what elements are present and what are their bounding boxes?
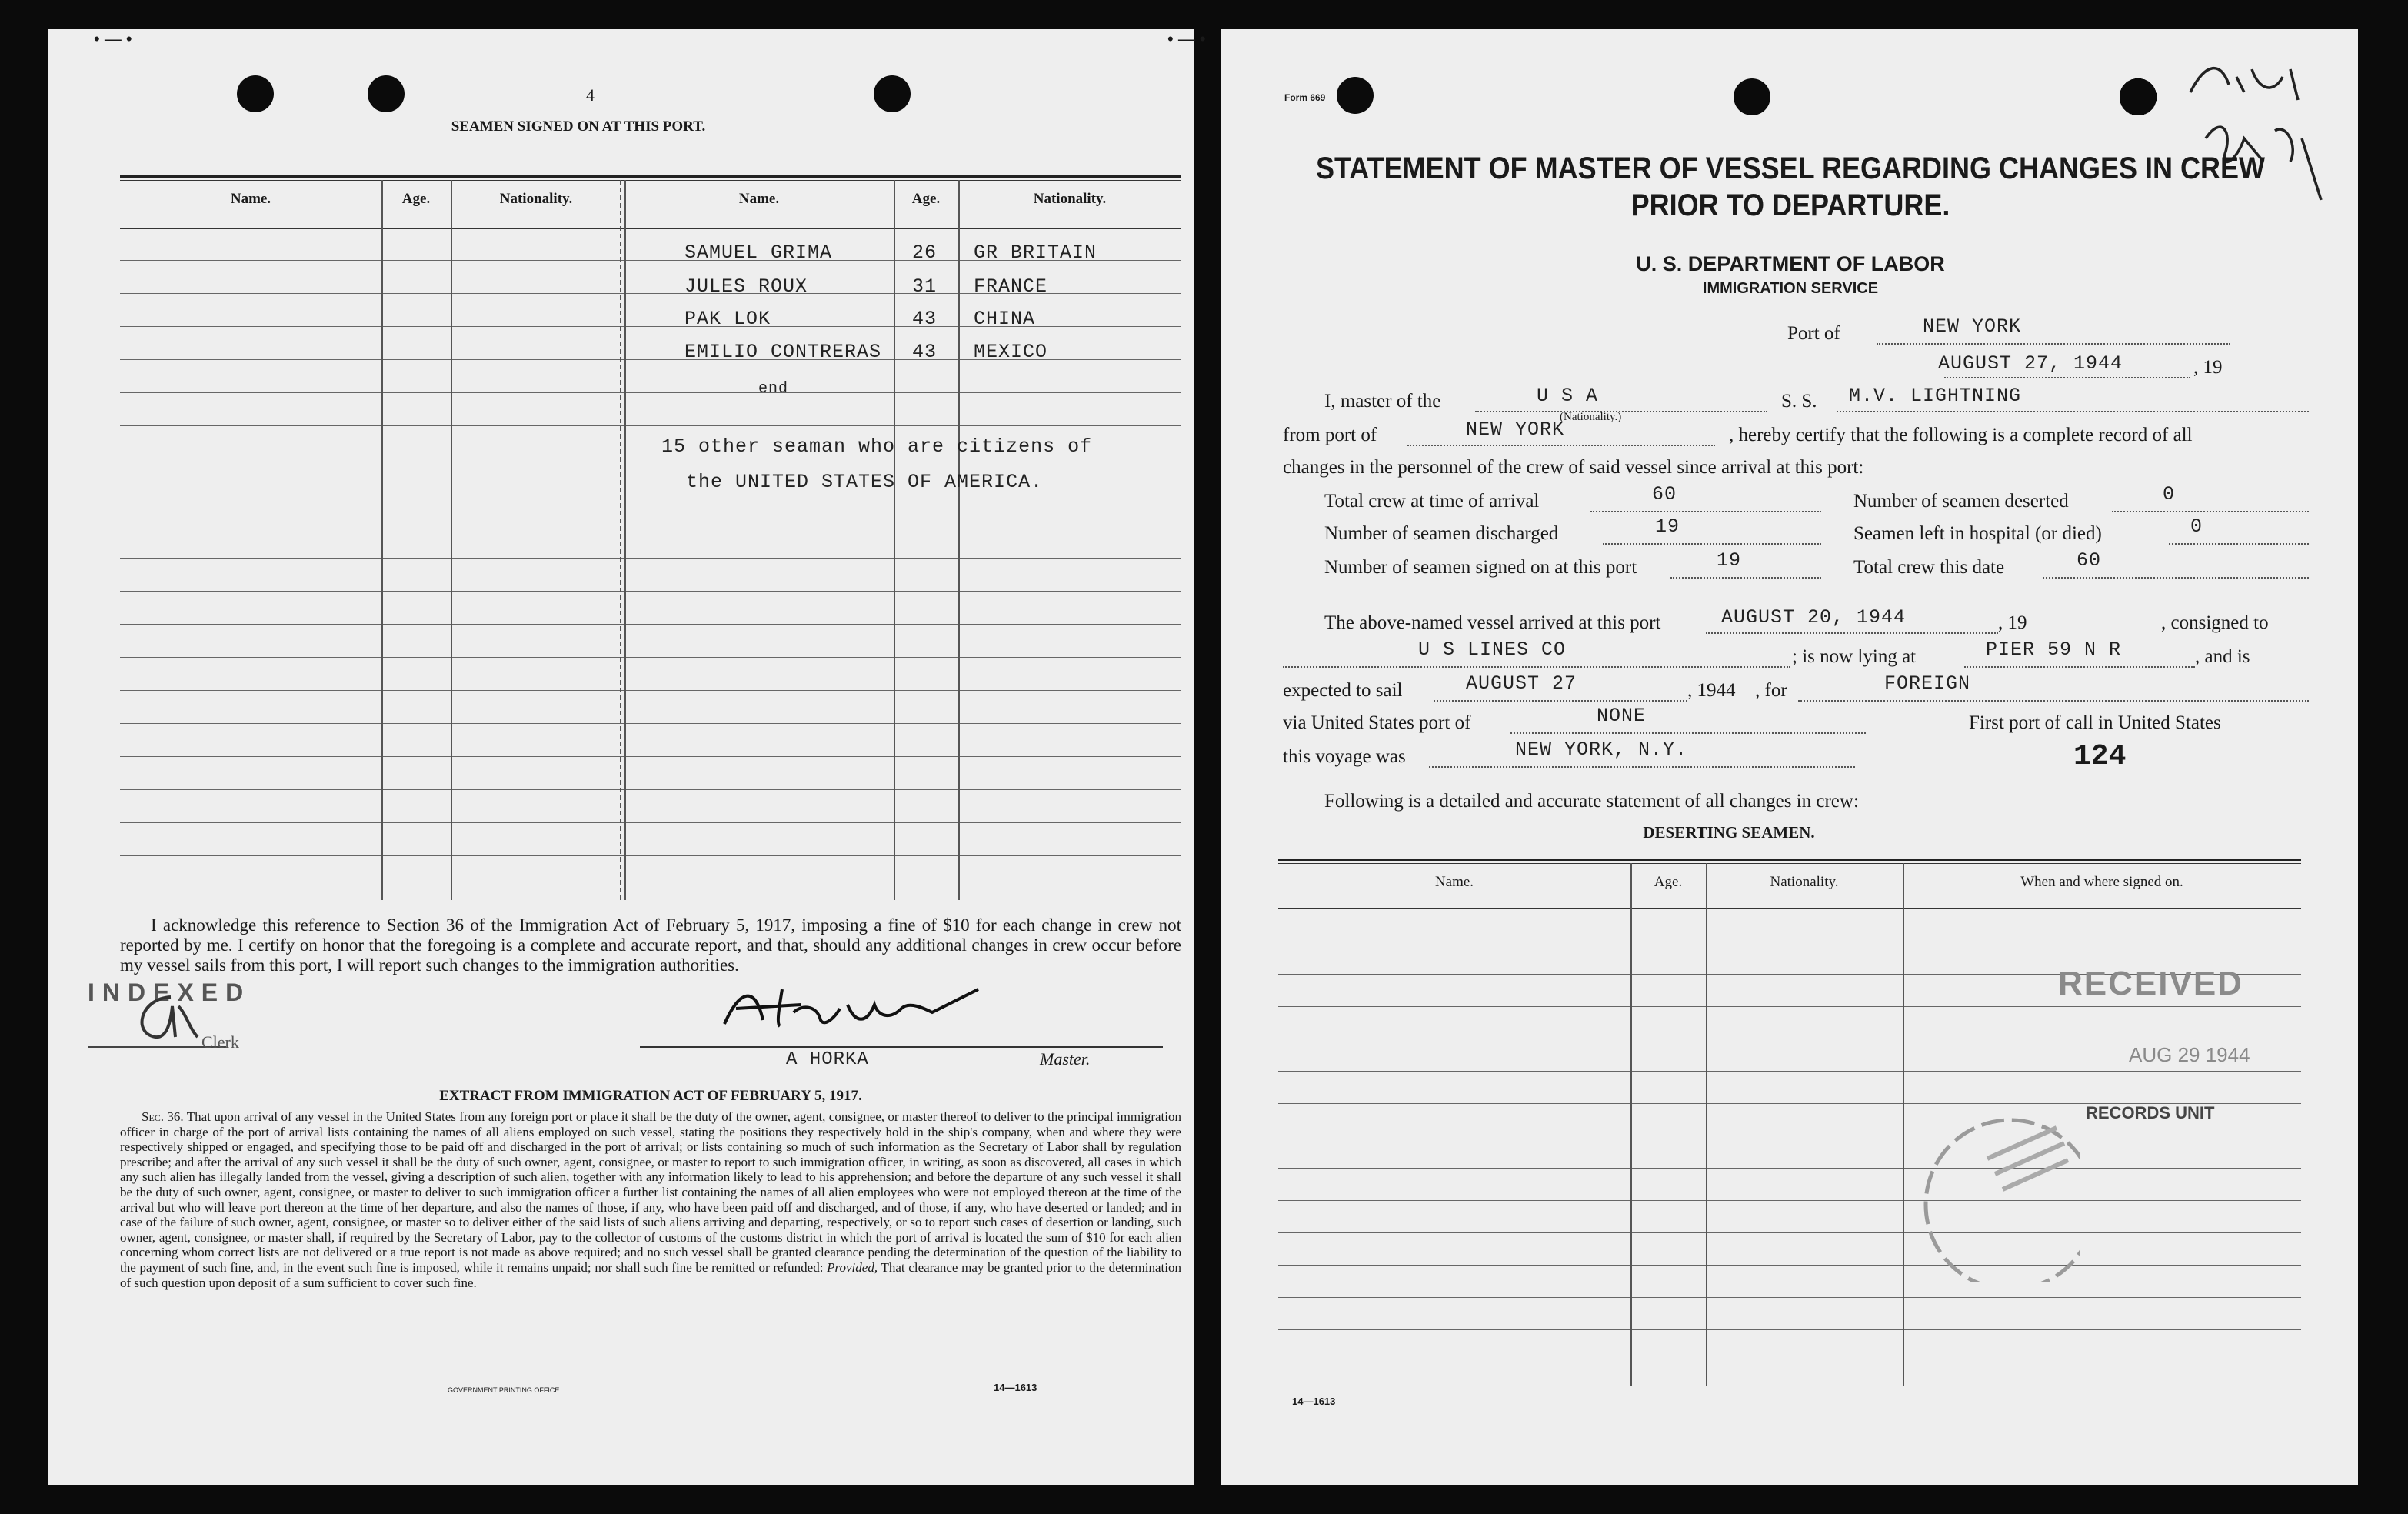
table-row-line	[1278, 1265, 2301, 1266]
indexed-stamp: INDEXED	[88, 979, 251, 1006]
hospital-label: Seamen left in hospital (or died)	[1853, 523, 2102, 544]
printer-mark: GOVERNMENT PRINTING OFFICE	[448, 1386, 560, 1394]
seaman-age: 31	[912, 275, 938, 298]
service: IMMIGRATION SERVICE	[1702, 280, 1879, 297]
page-number: 4	[586, 85, 595, 105]
note-line-1: 15 other seaman who are citizens of	[661, 435, 1093, 458]
sec36-label: Sec. 36.	[142, 1109, 184, 1124]
voyage-value: NEW YORK, N.Y.	[1515, 739, 1688, 761]
deserted-value: 0	[2163, 483, 2176, 505]
total-crew-date-label: Total crew this date	[1853, 557, 2005, 578]
table-row-line	[120, 624, 1181, 625]
sail-year: , 1944	[1687, 680, 1736, 701]
table-row-line	[120, 789, 1181, 790]
via-value: NONE	[1597, 705, 1647, 727]
table-row-line	[120, 855, 1181, 856]
arrived-value: AUGUST 20, 1944	[1721, 606, 1907, 629]
deserting-seamen-table	[1278, 848, 2309, 1386]
right-top-marks: • — •	[1167, 29, 1206, 48]
seaman-name: JULES ROUX	[684, 275, 808, 298]
table-row-line	[120, 756, 1181, 757]
for-value: FOREIGN	[1884, 672, 1971, 695]
seaman-nationality: FRANCE	[974, 275, 1048, 298]
punch-hole	[1337, 77, 1374, 114]
total-crew-arrival-label: Total crew at time of arrival	[1324, 491, 1540, 512]
title-line-2: PRIOR TO DEPARTURE.	[1630, 187, 1950, 222]
master-label: Master.	[1040, 1049, 1091, 1069]
nationality-value: U S A	[1537, 385, 1599, 407]
records-unit-stamp: RECORDS UNIT	[2086, 1103, 2215, 1122]
changes-text: changes in the personnel of the crew of said vessel since arrival at this port:	[1283, 457, 1864, 478]
col-header-age-2: Age.	[911, 191, 941, 207]
lying-value: PIER 59 N R	[1986, 639, 2122, 661]
first-port-label: First port of call in United States	[1969, 712, 2221, 733]
table-row-line	[120, 690, 1181, 691]
ss-label: S. S.	[1781, 391, 1817, 412]
table-row-line	[120, 657, 1181, 658]
punch-hole	[237, 75, 274, 112]
table-row-line	[1278, 1329, 2301, 1330]
master-of-label: I, master of the	[1324, 391, 1441, 412]
discharged-label: Number of seamen discharged	[1324, 523, 1559, 544]
clerk-label: Clerk	[201, 1032, 239, 1052]
punch-hole	[1734, 78, 1770, 115]
sail-value: AUGUST 27	[1466, 672, 1577, 695]
arrived-suffix: , 19	[1998, 612, 2027, 633]
for-label: , for	[1755, 680, 1787, 701]
left-top-marks: • — •	[94, 29, 132, 48]
seaman-age: 26	[912, 242, 938, 264]
seaman-name: PAK LOK	[684, 308, 771, 330]
seaman-name: EMILIO CONTRERAS	[684, 341, 882, 363]
note-line-2: the UNITED STATES OF AMERICA.	[686, 471, 1044, 493]
right-page	[1167, 29, 2358, 1485]
seaman-age: 43	[912, 308, 938, 330]
master-signature	[709, 982, 1032, 1043]
table-row-line	[1278, 1232, 2301, 1233]
round-postmark-stamp	[1895, 1112, 2080, 1282]
following-text: Following is a detailed and accurate statement of all changes in crew:	[1324, 791, 1859, 812]
proviso-label: Provided,	[827, 1259, 878, 1275]
expected-label: expected to sail	[1283, 680, 1403, 701]
table-row-line	[120, 392, 1181, 393]
left-form-code: 14—1613	[994, 1382, 1037, 1393]
col-header-nationality-2: Nationality.	[1033, 191, 1107, 207]
from-port-label: from port of	[1283, 425, 1377, 445]
punch-hole	[368, 75, 405, 112]
seaman-nationality: MEXICO	[974, 341, 1048, 363]
department: U. S. DEPARTMENT OF LABOR	[1636, 252, 1945, 275]
arrived-label: The above-named vessel arrived at this port	[1324, 612, 1661, 633]
nationality-caption: (Nationality.)	[1560, 411, 1622, 423]
sheet-number: 124	[2073, 740, 2127, 773]
total-crew-arrival: 60	[1652, 483, 1677, 505]
port-label: Port of	[1787, 323, 1840, 344]
section-title: SEAMEN SIGNED ON AT THIS PORT.	[451, 118, 706, 135]
col-header-age: Age.	[401, 191, 431, 207]
master-typed-name: A HORKA	[786, 1049, 869, 1070]
col-header-nationality: Nationality.	[499, 191, 573, 207]
voyage-label: this voyage was	[1283, 746, 1406, 767]
seaman-name: SAMUEL GRIMA	[684, 242, 833, 264]
proviso-text: That clearance may be granted prior to the determination of such question upon deposit of a sum sufficient to cover such fine.	[120, 1259, 1181, 1290]
table-row-line	[120, 723, 1181, 724]
col-header-name-2: Name.	[738, 191, 780, 207]
table-row-line	[1278, 1071, 2301, 1072]
via-label: via United States port of	[1283, 712, 1471, 733]
extract-title: EXTRACT FROM IMMIGRATION ACT OF FEBRUARY 5, 1917.	[439, 1088, 862, 1104]
col-header-name: Name.	[230, 191, 271, 207]
clerk-initials-signature	[125, 991, 209, 1045]
table-row-line	[120, 425, 1181, 426]
received-stamp: RECEIVED	[2058, 965, 2243, 1002]
end-mark: end	[758, 380, 789, 398]
deserted-label: Number of seamen deserted	[1853, 491, 2069, 512]
seamen-signed-table	[120, 143, 1181, 900]
table-row-line	[1278, 1168, 2301, 1169]
left-page	[48, 29, 1194, 1485]
date-value: AUGUST 27, 1944	[1938, 352, 2123, 375]
received-stamp-date: AUG 29 1944	[2129, 1043, 2250, 1066]
ship-value: M.V. LIGHTNING	[1849, 385, 2022, 407]
consignee-value: U S LINES CO	[1418, 639, 1567, 661]
form-number: Form 669	[1284, 92, 1326, 103]
desert-col-signed-on: When and where signed on.	[2020, 874, 2183, 890]
table-row-line	[1278, 1200, 2301, 1201]
desert-col-name: Name.	[1434, 874, 1474, 890]
table-row-line	[1278, 1297, 2301, 1298]
discharged-value: 19	[1655, 515, 1680, 538]
right-form-code: 14—1613	[1292, 1396, 1336, 1407]
hospital-value: 0	[2190, 515, 2203, 538]
acknowledgement-text: I acknowledge this reference to Section 36 of the Immigration Act of February 5, 1917, imposing a fine of $10 for each change in crew not reported by me. I certify on honor that the foregoing is a complete and accurate report, and that, should any additional changes in crew occur before my vessel sails from this port, I will report such changes to the immigration authorities.	[120, 915, 1181, 975]
desert-col-nationality: Nationality.	[1770, 874, 1839, 890]
certify-text: , hereby certify that the following is a complete record of all	[1729, 425, 2193, 445]
table-row-line	[1278, 1006, 2301, 1007]
total-crew-date: 60	[2077, 549, 2102, 572]
signed-on-value: 19	[1717, 549, 1742, 572]
sec36-text: That upon arrival of any vessel in the United States from any foreign port or place it shall be the duty of the owner, agent, consignee, or master thereof to deliver to the principal immigration officer in charge of the port of arrival lists containing the names of all aliens employed on such vessel, stating the positions they respectively hold in the ship's company, when and where they were respectively shipped or engaged, and specifying those to be paid off and discharged in the port of arrival; or lists containing so much of such information as the Secretary of Labor shall by regulation prescribe; and after the arrival of any such vessel it shall be the duty of such owner, agent, consignee, or master to report to such immigration officer, in writing, as soon as discovered, all cases in which any such alien has illegally landed from the vessel, giving a description of such alien, together with any information likely to lead to his apprehension; and before the departure of any such vessel it shall be the duty of such owner, agent, consignee, or master to deliver to such immigration officer a further list containing the names of all alien employees who were not employed thereon at the time of the arrival but who will leave port thereon at the time of her departure, and also the names of those, if any, who have been paid off and discharged, and of those, if any, who have deserted or landed; and in case of the failure of such owner, agent, consignee, or master so to deliver either of the said lists of such aliens arriving and departing, respectively, or so to report such cases of desertion or landing, such owner, agent, consignee, or master shall, if required by the Secretary of Labor, pay to the collector of customs of the customs district in which the port of arrival is located the sum of $10 for each alien concerning whom correct lists are not delivered or a true report is not made as above required; and no such vessel shall be granted clearance pending the determination of the question of the liability to the payment of such fine, and, in the event such fine is imposed, while it remains unpaid; nor shall such fine be remitted or refunded:	[120, 1109, 1182, 1275]
date-suffix: , 19	[2193, 357, 2223, 378]
desert-col-age: Age.	[1654, 874, 1683, 890]
seaman-nationality: GR BRITAIN	[974, 242, 1097, 264]
signed-on-label: Number of seamen signed on at this port	[1324, 557, 1637, 578]
seaman-nationality: CHINA	[974, 308, 1036, 330]
deserting-title: DESERTING SEAMEN.	[1643, 823, 1815, 842]
punch-hole	[874, 75, 911, 112]
table-row-line	[120, 591, 1181, 592]
lying-label: ; is now lying at	[1792, 646, 1917, 667]
table-row-line	[120, 822, 1181, 823]
seaman-age: 43	[912, 341, 938, 363]
title-line-1: STATEMENT OF MASTER OF VESSEL REGARDING CHANGES IN CREW	[1315, 150, 2266, 185]
table-row-line	[120, 558, 1181, 559]
and-is-text: , and is	[2195, 646, 2250, 667]
from-port-value: NEW YORK	[1466, 419, 1565, 441]
port-value: NEW YORK	[1923, 315, 2022, 338]
sec36-paragraph	[120, 1109, 1181, 1290]
consigned-label: , consigned to	[2161, 612, 2269, 633]
